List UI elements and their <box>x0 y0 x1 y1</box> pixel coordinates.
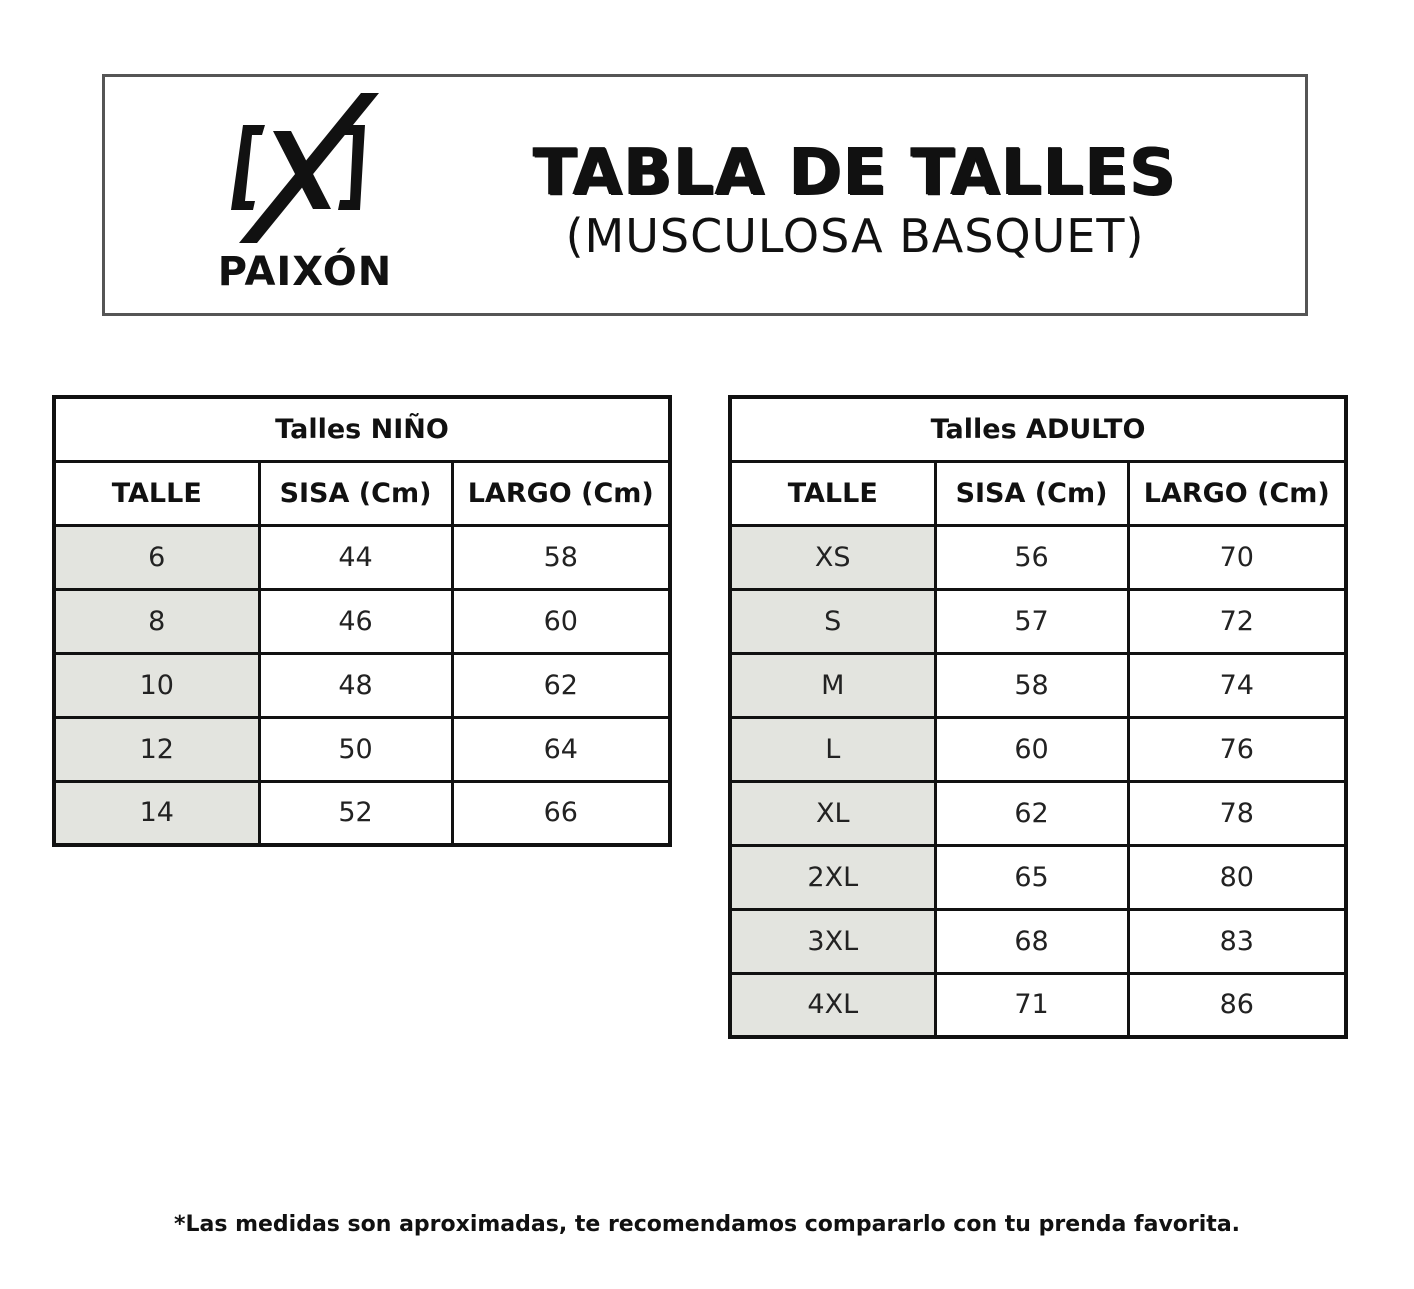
column-header-sisa: SISA (Cm) <box>935 461 1128 525</box>
largo-cell: 72 <box>1128 589 1346 653</box>
sisa-cell: 68 <box>935 909 1128 973</box>
table-row <box>730 781 1346 845</box>
largo-cell: 80 <box>1128 845 1346 909</box>
column-header-sisa: SISA (Cm) <box>259 461 452 525</box>
table-row <box>54 653 670 717</box>
sisa-cell: 56 <box>935 525 1128 589</box>
sisa-cell: 71 <box>935 973 1128 1037</box>
column-header-largo: LARGO (Cm) <box>452 461 670 525</box>
sisa-cell: 62 <box>935 781 1128 845</box>
largo-cell: 66 <box>452 781 670 845</box>
table-title: Talles NIÑO <box>54 397 670 461</box>
table-title: Talles ADULTO <box>730 397 1346 461</box>
footnote: *Las medidas son aproximadas, te recomendamos compararlo con tu prenda favorita. <box>173 1212 1241 1237</box>
size-cell: M <box>730 653 935 717</box>
column-header-talle: TALLE <box>54 461 259 525</box>
largo-cell: 83 <box>1128 909 1346 973</box>
column-header-largo: LARGO (Cm) <box>1128 461 1346 525</box>
largo-cell: 60 <box>452 589 670 653</box>
sisa-cell: 57 <box>935 589 1128 653</box>
largo-cell: 86 <box>1128 973 1346 1037</box>
size-cell: L <box>730 717 935 781</box>
table-row <box>54 781 670 845</box>
sisa-cell: 60 <box>935 717 1128 781</box>
table-row <box>730 973 1346 1037</box>
column-header-talle: TALLE <box>730 461 935 525</box>
largo-cell: 76 <box>1128 717 1346 781</box>
largo-cell: 62 <box>452 653 670 717</box>
table-row <box>54 717 670 781</box>
page-title: TABLA DE TALLES <box>533 136 1177 210</box>
brand-name: PAIXÓN <box>217 249 393 295</box>
largo-cell: 78 <box>1128 781 1346 845</box>
size-cell: 14 <box>54 781 259 845</box>
sisa-cell: 44 <box>259 525 452 589</box>
size-cell: 3XL <box>730 909 935 973</box>
table-row <box>54 525 670 589</box>
table-header-row <box>54 461 670 525</box>
header-box <box>102 74 1308 316</box>
size-cell: 12 <box>54 717 259 781</box>
table-row <box>730 525 1346 589</box>
size-cell: XS <box>730 525 935 589</box>
table-row <box>730 717 1346 781</box>
sisa-cell: 50 <box>259 717 452 781</box>
table-title-row <box>54 397 670 461</box>
size-cell: 6 <box>54 525 259 589</box>
sisa-cell: 65 <box>935 845 1128 909</box>
sisa-cell: 48 <box>259 653 452 717</box>
table-row <box>730 845 1346 909</box>
table-row <box>54 589 670 653</box>
size-cell: XL <box>730 781 935 845</box>
brand-logo <box>215 93 395 303</box>
table-header-row <box>730 461 1346 525</box>
sisa-cell: 46 <box>259 589 452 653</box>
size-cell: 10 <box>54 653 259 717</box>
largo-cell: 58 <box>452 525 670 589</box>
sisa-cell: 52 <box>259 781 452 845</box>
page-subtitle: (MUSCULOSA BASQUET) <box>565 209 1145 263</box>
size-cell: S <box>730 589 935 653</box>
size-cell: 4XL <box>730 973 935 1037</box>
table-adulto <box>728 395 1348 1039</box>
largo-cell: 64 <box>452 717 670 781</box>
table-row <box>730 653 1346 717</box>
sisa-cell: 58 <box>935 653 1128 717</box>
size-cell: 8 <box>54 589 259 653</box>
largo-cell: 74 <box>1128 653 1346 717</box>
table-nino <box>52 395 672 847</box>
size-cell: 2XL <box>730 845 935 909</box>
largo-cell: 70 <box>1128 525 1346 589</box>
table-title-row <box>730 397 1346 461</box>
title-block <box>505 137 1205 263</box>
table-row <box>730 909 1346 973</box>
paixon-logo-icon <box>215 93 395 253</box>
table-row <box>730 589 1346 653</box>
